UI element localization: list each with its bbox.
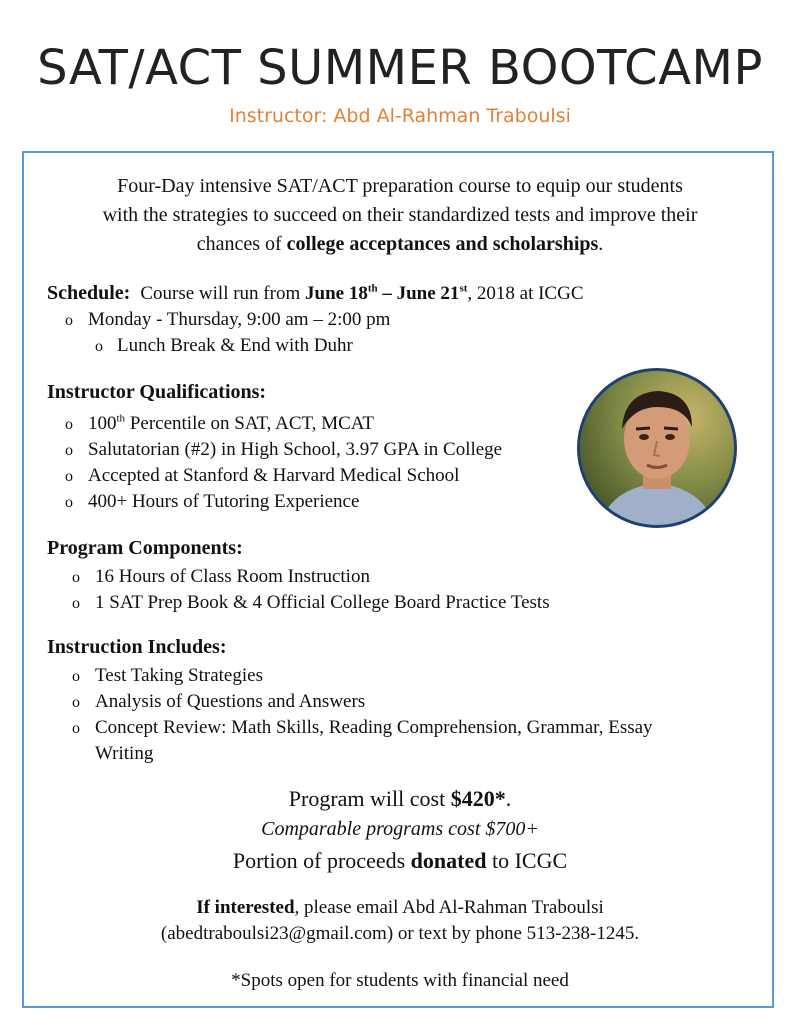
contact-bold: If interested [196, 897, 295, 918]
schedule-date-2-sup: st [459, 282, 468, 295]
footnote: *Spots open for students with financial need [231, 970, 569, 991]
bullet-icon: o [72, 720, 80, 737]
schedule-text-post: , 2018 at ICGC [467, 283, 584, 304]
program-cost-pre: Program will cost [288, 786, 451, 811]
bullet-icon: o [65, 468, 73, 485]
proceeds-bold: donated [410, 848, 487, 873]
schedule-date-1-text: June 18 [305, 283, 368, 304]
intro-line-3 [24, 230, 776, 259]
intro-line-3-bold: college acceptances and scholarships [286, 233, 599, 255]
qualification-item-2: Salutatorian (#2) in High School, 3.97 GPA in College [88, 439, 503, 460]
qualification-item-1 [88, 413, 374, 435]
schedule-date-1 [305, 283, 467, 304]
includes-item-2: Analysis of Questions and Answers [95, 691, 366, 712]
page-title: SAT/ACT SUMMER BOOTCAMP [37, 40, 763, 96]
schedule-heading: Schedule: [47, 282, 131, 304]
includes-item-1: Test Taking Strategies [95, 665, 263, 686]
intro-line-3-post: . [598, 233, 604, 255]
schedule-date-2-text: – June 21 [377, 283, 460, 304]
schedule-text-pre: Course will run from [140, 283, 305, 304]
intro-line-2: with the strategies to succeed on their standardized tests and improve their [102, 204, 698, 226]
bullet-icon: o [72, 668, 80, 685]
qualification-item-4: 400+ Hours of Tutoring Experience [88, 491, 360, 512]
program-cost [0, 786, 800, 812]
includes-item-3-line-2: Writing [95, 743, 154, 764]
bullet-icon: o [72, 569, 80, 586]
instructor-photo [577, 368, 737, 528]
bullet-icon: o [65, 416, 73, 433]
contact-line-2: (abedtraboulsi23@gmail.com) or text by phone 513-238-1245. [160, 923, 640, 944]
component-item-2: 1 SAT Prep Book & 4 Official College Board Practice Tests [95, 592, 550, 613]
component-item-1: 16 Hours of Class Room Instruction [95, 566, 370, 587]
proceeds-line [0, 848, 800, 874]
bullet-icon: o [72, 595, 80, 612]
qualification-item-1-rest: Percentile on SAT, ACT, MCAT [125, 413, 374, 434]
qualification-item-1-sup: th [116, 412, 126, 425]
schedule-text [140, 283, 583, 304]
intro-paragraph [24, 172, 776, 259]
qualifications-heading: Instructor Qualifications: [47, 381, 267, 403]
qualification-item-1-num: 100 [88, 413, 117, 434]
schedule-subitem-1: Lunch Break & End with Duhr [117, 335, 353, 356]
comparable-cost: Comparable programs cost $700+ [261, 818, 539, 840]
bullet-icon: o [95, 338, 103, 355]
schedule-date-1-sup: th [367, 282, 378, 295]
instructor-subtitle: Instructor: Abd Al-Rahman Traboulsi [229, 105, 571, 127]
bullet-icon: o [65, 312, 73, 329]
components-heading: Program Components: [47, 537, 243, 559]
includes-heading: Instruction Includes: [47, 636, 227, 658]
contact-rest: , please email Abd Al-Rahman Traboulsi [294, 897, 604, 918]
bullet-icon: o [65, 442, 73, 459]
includes-item-3-line-1: Concept Review: Math Skills, Reading Comprehension, Grammar, Essay [95, 717, 653, 738]
intro-line-1: Four-Day intensive SAT/ACT preparation course to equip our students [117, 175, 683, 197]
portrait-photo-icon [580, 371, 734, 525]
contact-line-1 [0, 897, 800, 919]
qualification-item-3: Accepted at Stanford & Harvard Medical School [88, 465, 460, 486]
proceeds-pre: Portion of proceeds [232, 848, 411, 873]
bullet-icon: o [65, 494, 73, 511]
program-cost-post: . [505, 786, 512, 811]
bullet-icon: o [72, 694, 80, 711]
schedule-item-1: Monday - Thursday, 9:00 am – 2:00 pm [88, 309, 391, 330]
schedule-line [47, 282, 584, 305]
program-cost-amount: $420* [450, 786, 506, 811]
proceeds-post: to ICGC [486, 848, 568, 873]
intro-line-3-pre: chances of [196, 233, 287, 255]
